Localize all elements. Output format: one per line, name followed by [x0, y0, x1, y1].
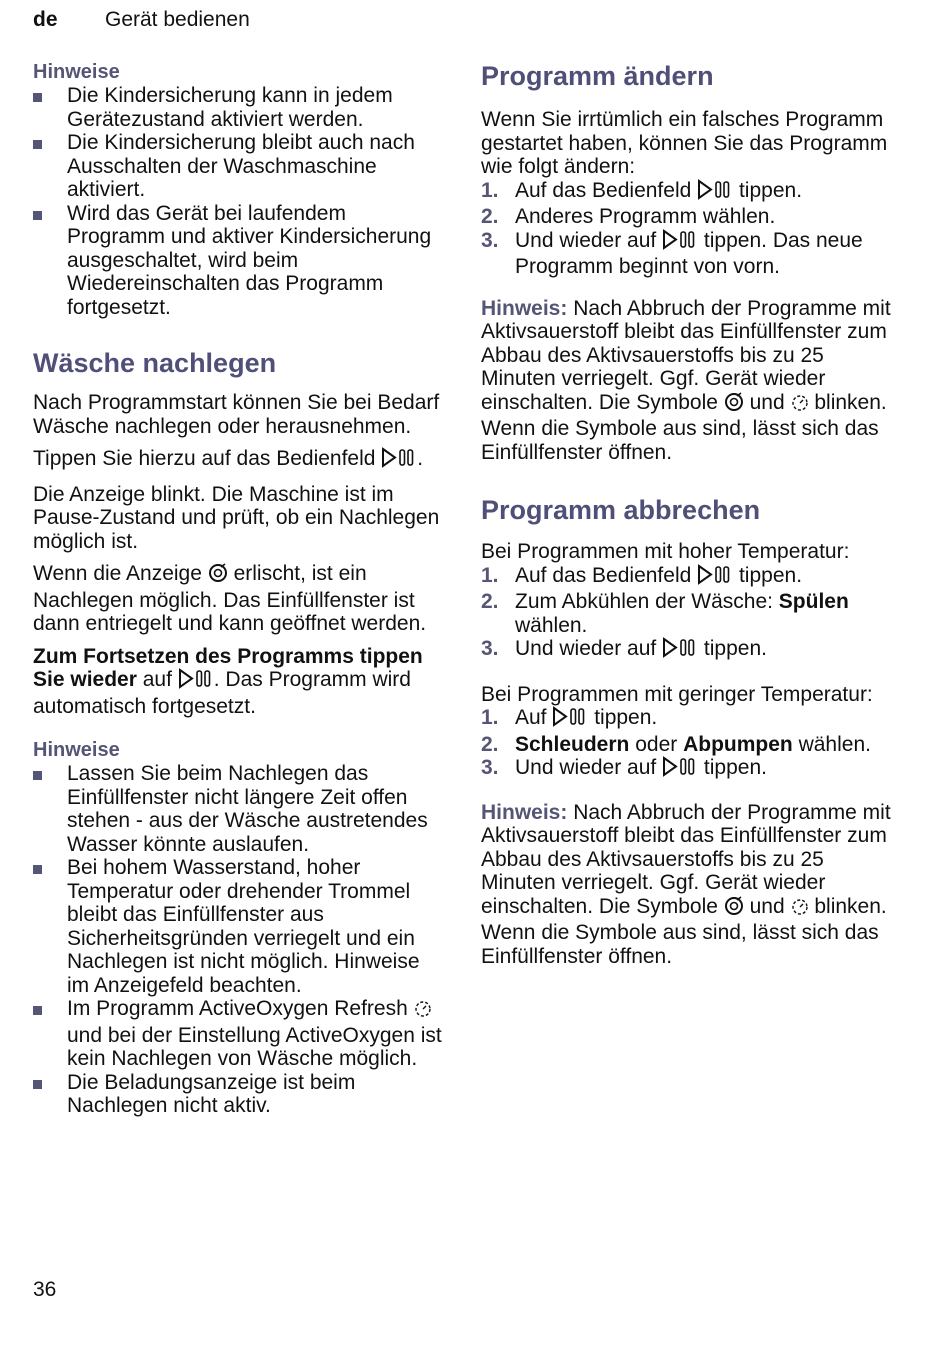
list-item: 3. Und wieder auf tippen. [481, 756, 896, 783]
list-item: Lassen Sie beim Nachlegen das Einfüllfenster nicht längere Zeit offen stehen - aus der Wäsche austretendes Wasser könnte auslaufen. [33, 762, 445, 856]
notes-list [33, 84, 445, 319]
door-lock-icon [724, 392, 744, 418]
list-item: Die Kindersicherung kann in jedem Gerätezustand aktiviert werden. [33, 84, 445, 131]
start-pause-icon [697, 564, 733, 591]
paragraph: Wenn Sie irrtümlich ein falsches Programm gestartet haben, können Sie das Programm wie folgt ändern: [481, 108, 888, 178]
note-paragraph: Hinweis: Nach Abbruch der Programme mit Aktivsauerstoff bleibt das Einfüllfenster zum Abbau des Aktivsauerstoffs bis zu 25 Minuten verriegelt. Ggf. Gerät wieder einschalten. Die Symbole und blinken. Wenn die Symbole aus sind, lässt sich das Einfüllfenster öffnen. [481, 800, 891, 968]
start-pause-icon [381, 447, 417, 474]
steps-list [481, 179, 896, 279]
start-pause-icon [662, 637, 698, 664]
language-tag: de [33, 8, 58, 31]
list-item: 1. Auf das Bedienfeld tippen. [481, 179, 896, 206]
list-item: Die Beladungsanzeige ist beim Nachlegen nicht aktiv. [33, 1071, 445, 1118]
paragraph: Wenn die Anzeige erlischt, ist ein Nachlegen möglich. Das Einfüllfenster ist dann entriegelt und kann geöffnet werden. [33, 562, 427, 635]
notes-heading: Hinweise [33, 61, 120, 83]
start-pause-icon [662, 229, 698, 256]
paragraph: Bei Programmen mit geringer Temperatur: [481, 682, 873, 706]
notes-heading: Hinweise [33, 739, 120, 761]
paragraph: Bei Programmen mit hoher Temperatur: [481, 540, 850, 563]
door-lock-icon [724, 896, 744, 922]
list-item: Bei hohem Wasserstand, hoher Temperatur oder drehender Trommel bleibt das Einfüllfenster aus Sicherheitsgründen verriegelt und ein Nachlegen ist nicht möglich. Hinweise im Anzeigefeld beachten. [33, 856, 445, 997]
list-item: 3. Und wieder auf tippen. [481, 637, 896, 664]
section-heading-abbrechen: Programm abbrechen [481, 495, 761, 525]
active-oxygen-icon [414, 1000, 432, 1024]
list-item: 3. Und wieder auf tippen. Das neue Programm beginnt von vorn. [481, 228, 863, 278]
steps-list [481, 564, 896, 664]
start-pause-icon [662, 756, 698, 783]
list-item: Wird das Gerät bei laufendem Programm und aktiver Kindersicherung ausgeschaltet, wird beim Wiedereinschalten das Programm fortgesetzt. [33, 202, 445, 320]
door-lock-icon [208, 563, 228, 589]
left-column [33, 60, 445, 1118]
start-pause-icon [178, 668, 214, 695]
list-item: 2. Anderes Programm wählen. [481, 205, 776, 228]
list-item: 1. Auf das Bedienfeld tippen. [481, 564, 896, 591]
paragraph: Tippen Sie hierzu auf das Bedienfeld . [33, 447, 445, 474]
note-paragraph: Hinweis: Nach Abbruch der Programme mit Aktivsauerstoff bleibt das Einfüllfenster zum Abbau des Aktivsauerstoffs bis zu 25 Minuten verriegelt. Ggf. Gerät wieder einschalten. Die Symbole und blinken. Wenn die Symbole aus sind, lässt sich das Einfüllfenster öffnen. [481, 296, 891, 464]
list-item: 1. Auf tippen. [481, 706, 896, 733]
steps-list [481, 706, 896, 783]
list-item: Die Kindersicherung bleibt auch nach Ausschalten der Waschmaschine aktiviert. [33, 131, 445, 202]
right-column [481, 60, 896, 968]
section-heading-aendern: Programm ändern [481, 61, 714, 91]
paragraph: Die Anzeige blinkt. Die Maschine ist im Pause-Zustand und prüft, ob ein Nachlegen möglich ist. [33, 482, 440, 553]
active-oxygen-icon [791, 394, 809, 418]
list-item: Im Programm ActiveOxygen Refresh und bei der Einstellung ActiveOxygen ist kein Nachlegen von Wäsche möglich. [33, 997, 445, 1071]
list-item: 2. Schleudern oder Abpumpen wählen. [481, 732, 871, 756]
page-header [33, 8, 250, 32]
start-pause-icon [697, 179, 733, 206]
start-pause-icon [552, 706, 588, 733]
page-number: 36 [33, 1278, 57, 1301]
active-oxygen-icon [791, 898, 809, 922]
paragraph: Zum Fortsetzen des Programms tippen Sie wieder auf . Das Programm wird automatisch fortgesetzt. [33, 644, 423, 718]
section-heading-waesche: Wäsche nachlegen [33, 348, 277, 378]
header-title: Gerät bedienen [105, 8, 250, 31]
paragraph: Nach Programmstart können Sie bei Bedarf Wäsche nachlegen oder herausnehmen. [33, 391, 440, 438]
notes-list [33, 762, 445, 1118]
list-item: 2. Zum Abkühlen der Wäsche: Spülen wählen. [481, 590, 849, 637]
